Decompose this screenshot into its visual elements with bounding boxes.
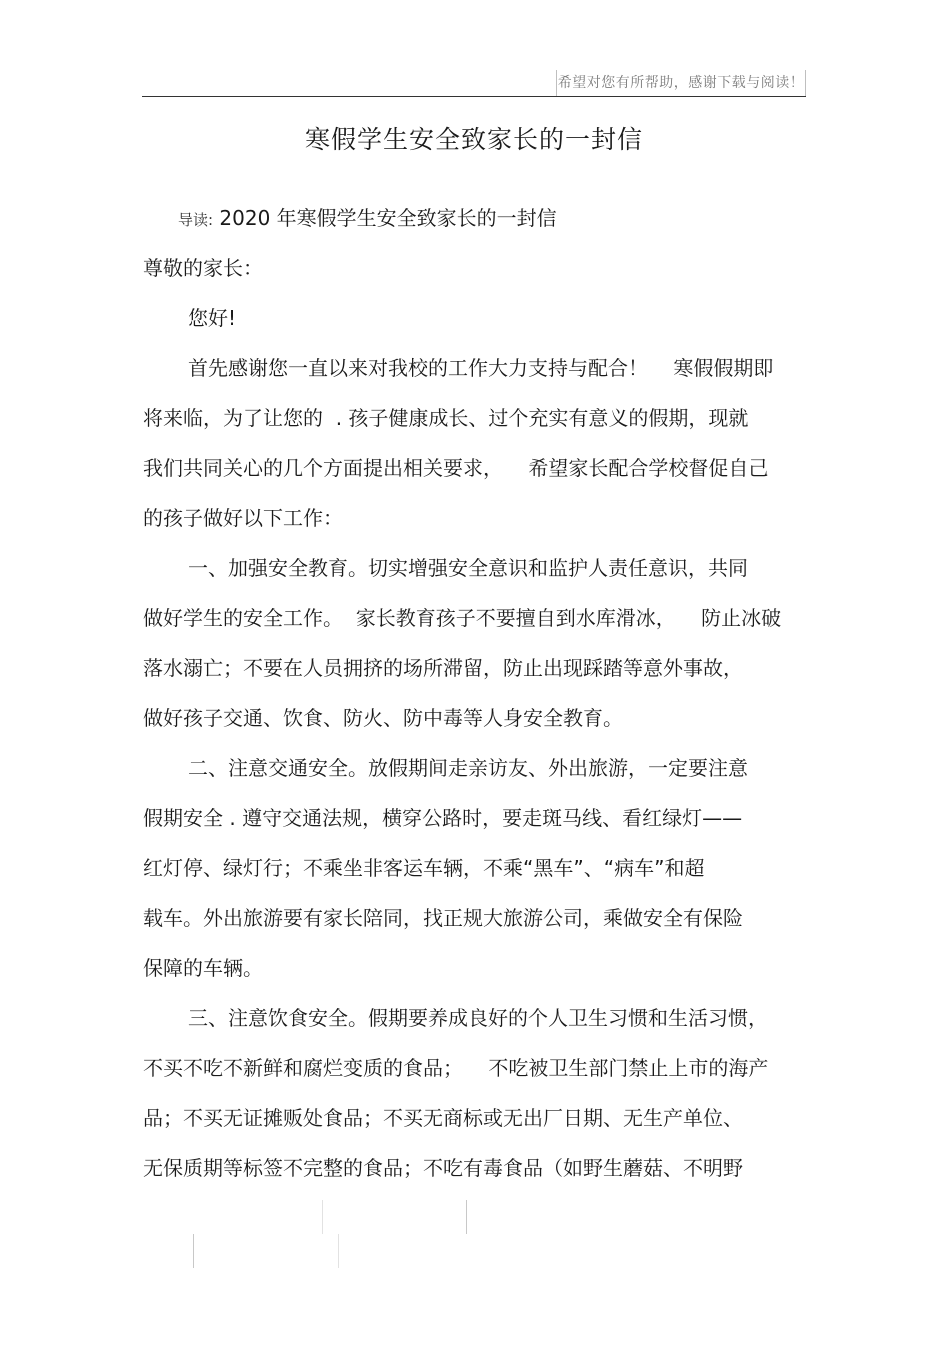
body-line: 红灯停、绿灯行；不乘坐非客运车辆，不乘“黑车”、“病车”和超 <box>143 856 705 880</box>
body-line: 将来临，为了让您的 . 孩子健康成长、过个充实有意义的假期，现就 <box>143 406 749 430</box>
header-divider <box>142 96 806 97</box>
document-title: 寒假学生安全致家长的一封信 <box>304 125 643 154</box>
body-line: 无保质期等标签不完整的食品；不吃有毒食品（如野生蘑菇、不明野 <box>143 1156 743 1180</box>
body-line: 假期安全 . 遵守交通法规，横穿公路时，要走斑马线、看红绿灯—— <box>143 806 743 830</box>
guide-label: 导读: <box>178 211 214 229</box>
scan-artifact-line <box>322 1200 323 1234</box>
body-line: 三、注意饮食安全。假期要养成良好的个人卫生习惯和生活习惯， <box>188 1006 768 1030</box>
body-line: 首先感谢您一直以来对我校的工作大力支持与配合！ 寒假假期即 <box>188 356 774 380</box>
body-line: 二、注意交通安全。放假期间走亲访友、外出旅游，一定要注意 <box>188 756 748 780</box>
body-line: 做好孩子交通、饮食、防火、防中毒等人身安全教育。 <box>143 706 623 730</box>
body-line: 不买不吃不新鲜和腐烂变质的食品； 不吃被卫生部门禁止上市的海产 <box>143 1056 769 1080</box>
body-line: 做好学生的安全工作。 家长教育孩子不要擅自到水库滑冰， 防止冰破 <box>143 606 782 630</box>
body-line: 品；不买无证摊贩处食品；不买无商标或无出厂日期、无生产单位、 <box>143 1106 743 1130</box>
greeting: 您好! <box>188 306 237 330</box>
header-note: 希望对您有所帮助，感谢下载与阅读！ <box>556 70 806 96</box>
body-line: 保障的车辆。 <box>143 956 263 980</box>
body-line: 的孩子做好以下工作： <box>143 506 343 530</box>
body-line: 我们共同关心的几个方面提出相关要求， 希望家长配合学校督促自己 <box>143 456 769 480</box>
scan-artifact-line <box>193 1234 194 1268</box>
scan-artifact-line <box>338 1234 339 1268</box>
guide-text: 2020 年寒假学生安全致家长的一封信 <box>219 206 557 230</box>
salutation: 尊敬的家长： <box>143 256 263 280</box>
scan-artifact-line <box>466 1200 467 1234</box>
body-line: 落水溺亡；不要在人员拥挤的场所滞留，防止出现踩踏等意外事故， <box>143 656 743 680</box>
body-line: 载车。外出旅游要有家长陪同，找正规大旅游公司，乘做安全有保险 <box>143 906 743 930</box>
guide-line <box>178 203 842 235</box>
body-line: 一、加强安全教育。切实增强安全意识和监护人责任意识，共同 <box>188 556 748 580</box>
